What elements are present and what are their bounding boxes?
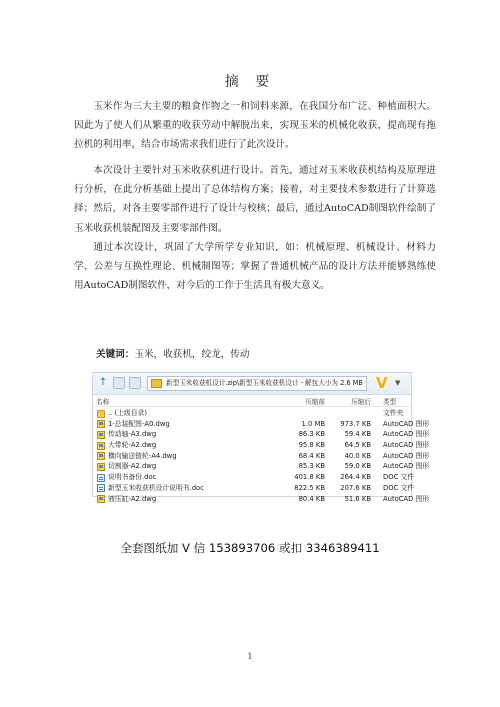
abstract-title: 摘 要 [224, 74, 276, 90]
file-row[interactable] [93, 461, 430, 472]
up-arrow-icon[interactable]: ↑ [98, 377, 108, 388]
chevron-down-icon[interactable]: ▼ [395, 379, 401, 387]
file-type: AutoCAD 图形 [383, 419, 430, 428]
doc-file-icon [97, 484, 105, 492]
file-row[interactable] [93, 494, 430, 505]
page-number: 1 [247, 652, 253, 661]
file-original-size: 85.3 KB [298, 462, 325, 471]
file-row[interactable] [93, 440, 430, 451]
file-type: 文件夹 [383, 409, 404, 417]
zip-archive-icon [151, 379, 162, 388]
keywords-label: 关键词： [96, 349, 135, 360]
file-type: DOC 文件 [383, 473, 415, 482]
file-list [93, 408, 430, 504]
dwg-file-icon [97, 463, 105, 471]
file-type: DOC 文件 [383, 483, 415, 492]
dwg-file-icon [97, 452, 105, 460]
dwg-file-icon [97, 442, 105, 450]
file-name: 说明书备份.doc [108, 473, 157, 482]
folder-icon [97, 410, 105, 418]
file-original-size: 1.0 MB [301, 419, 325, 428]
file-name: .. (上级目录) [108, 409, 147, 417]
file-compressed-size: 264.4 KB [340, 473, 371, 482]
file-name: 1-总装配图-A0.dwg [108, 419, 170, 428]
dwg-file-icon [97, 420, 105, 428]
file-compressed-size: 40.0 KB [344, 451, 371, 460]
file-compressed-size: 207.6 KB [340, 483, 371, 492]
archive-path-bar[interactable] [147, 376, 367, 391]
file-type: AutoCAD 图形 [383, 462, 430, 471]
file-row[interactable] [93, 429, 430, 440]
file-row[interactable] [93, 472, 415, 483]
file-compressed-size: 51.6 KB [344, 494, 371, 503]
file-compressed-size: 59.0 KB [344, 462, 371, 471]
file-row[interactable] [93, 483, 415, 494]
file-row[interactable] [93, 419, 430, 430]
contact-line: 全套图纸加 V 信 153893706 或扣 3346389411 [120, 541, 380, 555]
paragraph-2-text: 本次设计主要针对玉米收获机进行设计。首先，通过对玉米收获机结构及原理进行分析，在此分析基础上提出了总体结构方案；接着，对主要技术参数进行了计算选择；然后，对各主要零部件进行了设计与校核；最后，通过AutoCAD制图软件绘制了玉米收获机装配图及主要零部件图。 [74, 165, 436, 234]
abstract-paragraph-3 [74, 238, 436, 296]
file-compressed-size: 59.4 KB [344, 430, 371, 439]
list-view-icon[interactable] [113, 377, 125, 389]
column-header-size[interactable]: 压缩后 [351, 398, 371, 406]
file-original-size: 822.5 KB [294, 483, 325, 492]
v-logo-icon[interactable]: V [376, 374, 388, 392]
file-row[interactable] [93, 451, 430, 462]
file-original-size: 86.3 KB [298, 430, 325, 439]
file-name: 液压缸-A2.dwg [108, 494, 157, 503]
paragraph-1-text: 玉米作为三大主要的粮食作物之一和饲料来源，在我国分布广泛、种植面积大。因此为了使人们从繁重的收获劳动中解脱出来，实现玉米的机械化收获，提高现有拖拉机的利用率，结合市场需求我们进行了此次设计。 [74, 101, 436, 151]
file-name: 大带轮-A2.dwg [108, 441, 157, 450]
file-name: 新型玉米收获机设计说明书.doc [108, 483, 204, 492]
dwg-file-icon [97, 431, 105, 439]
file-type: AutoCAD 图形 [383, 451, 430, 460]
keywords-line [96, 346, 250, 360]
paragraph-3-text: 通过本次设计，巩固了大学所学专业知识，如：机械原理、机械设计、材料力学、公差与互换性理论、机械制图等；掌握了普通机械产品的设计方法并能够熟练使用AutoCAD制图软件，对今后的工作于生活具有极大意义。 [74, 242, 436, 292]
column-header-type[interactable]: 类型 [383, 398, 397, 406]
file-name: 传动轴-A3.dwg [108, 430, 157, 439]
file-list-header [93, 396, 411, 407]
file-compressed-size: 64.5 KB [344, 441, 371, 450]
keywords-value: 玉米，收获机，绞龙，传动 [134, 349, 250, 360]
file-compressed-size: 973.7 KB [340, 419, 371, 428]
explorer-toolbar [93, 373, 411, 395]
doc-file-icon [97, 474, 105, 482]
file-original-size: 80.4 KB [298, 494, 325, 503]
file-archive-screenshot [92, 372, 430, 503]
file-original-size: 95.8 KB [298, 441, 325, 450]
file-name: 横向输送链轮-A4.dwg [108, 451, 177, 460]
file-original-size: 401.8 KB [294, 473, 325, 482]
file-type: AutoCAD 图形 [383, 441, 430, 450]
file-name: 切割器-A2.dwg [108, 462, 157, 471]
file-row[interactable] [93, 408, 411, 419]
file-original-size: 68.4 KB [298, 451, 325, 460]
file-type: AutoCAD 图形 [383, 494, 430, 503]
column-header-compressed[interactable]: 压缩前 [305, 398, 325, 406]
column-header-name[interactable]: 名称 [96, 398, 110, 406]
details-view-icon[interactable] [129, 377, 141, 389]
abstract-paragraph-2 [74, 161, 436, 238]
archive-path-text: 新型玉米收获机设计.zip\新型玉米收获机设计 - 解包大小为 2.6 MB [166, 379, 363, 387]
file-type: AutoCAD 图形 [383, 430, 430, 439]
dwg-file-icon [97, 495, 105, 503]
abstract-paragraph-1 [74, 97, 436, 155]
